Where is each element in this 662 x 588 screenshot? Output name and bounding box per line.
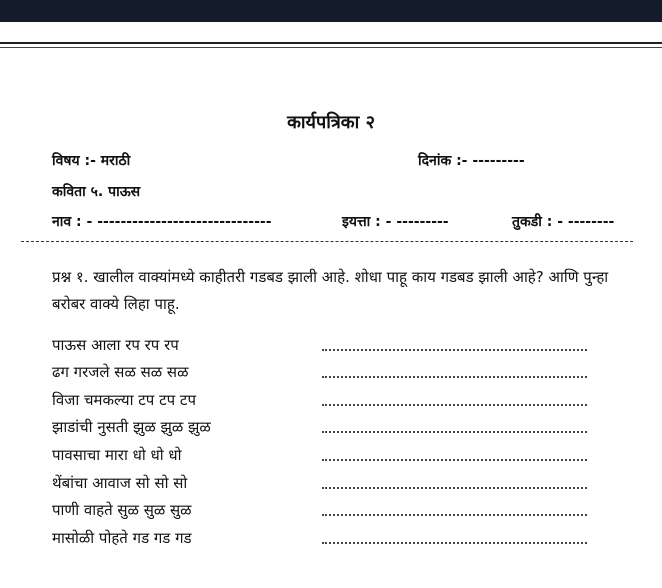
sentence-list (52, 327, 612, 548)
poem-label: कविता ५. पाऊस (52, 184, 141, 200)
worksheet-title: कार्यपत्रिका २ (287, 112, 375, 133)
answer-line (322, 417, 587, 433)
sentence-row (52, 327, 612, 355)
date-field: दिनांक :- --------- (418, 153, 525, 169)
sentence-row (52, 382, 612, 410)
double-rule-top (0, 42, 662, 44)
answer-line (322, 335, 587, 351)
class-field: इयत्ता : - --------- (342, 214, 449, 230)
name-field: नाव : - ------------------------------ (52, 214, 272, 230)
sentence-row (52, 410, 612, 438)
answer-line (322, 500, 587, 516)
sentence-text: झाडांची नुसती झुळ झुळ झुळ (52, 418, 211, 437)
sentence-text: पाऊस आला रप रप रप (52, 335, 179, 354)
sentence-row (52, 355, 612, 383)
sentence-row (52, 465, 612, 493)
sentence-text: विजा चमकल्या टप टप टप (52, 390, 197, 409)
sentence-text: ढग गरजले सळ सळ सळ (52, 363, 189, 382)
answer-line (322, 390, 587, 406)
answer-line (322, 528, 587, 544)
sentence-text: मासोळी पोहते गड गड गड (52, 528, 192, 547)
sentence-text: थेंबांचा आवाज सो सो सो (52, 473, 188, 492)
double-rule-bottom (0, 47, 662, 48)
sentence-text: पावसाचा मारा धो धो धो (52, 445, 182, 464)
sentence-row (52, 437, 612, 465)
sentence-row (52, 493, 612, 521)
question-text: प्रश्न १. खालील वाक्यांमध्ये काहीतरी गडबड झाली आहे. शोधा पाहू काय गडबड झाली आहे? आणि पुन्हा बरोबर वाक्ये लिहा पाहू. (52, 268, 609, 313)
answer-line (322, 362, 587, 378)
dashed-separator (21, 241, 633, 242)
answer-line (322, 473, 587, 489)
sentence-text: पाणी वाहते सुळ सुळ सुळ (52, 501, 192, 520)
top-dark-band (0, 0, 662, 22)
answer-line (322, 445, 587, 461)
subject-label: विषय :- मराठी (52, 153, 131, 169)
sentence-row (52, 520, 612, 548)
division-field: तुकडी : - -------- (512, 214, 615, 230)
